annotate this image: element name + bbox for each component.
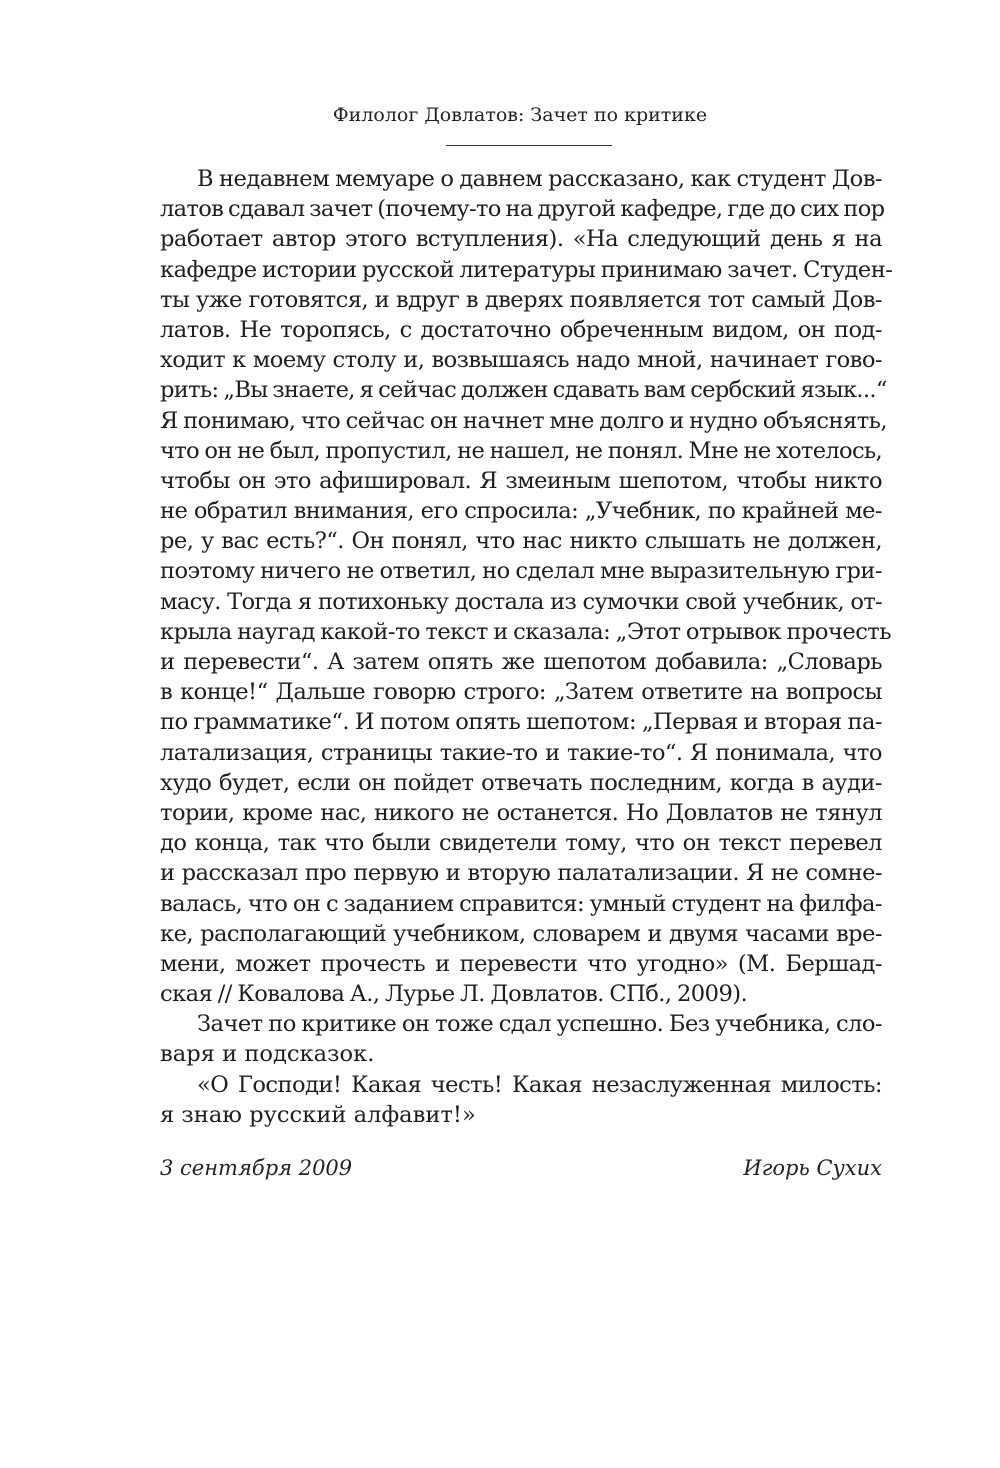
text-line-32: я знаю русский алфавит!» <box>160 1101 476 1128</box>
text-line-7: ходит к моему столу и, возвышаясь надо мной, начинает гово- <box>160 347 882 374</box>
text-line-18: в конце!“ Дальше говорю строго: „Затем ответите на вопросы <box>160 679 882 706</box>
text-line-1: В недавнем мемуаре о давнем рассказано, как студент Дов- <box>197 166 882 192</box>
text-line-10: что он не был, пропустил, не нашел, не понял. Мне не хотелось, <box>160 437 882 464</box>
text-line-5: ты уже готовятся, и вдруг в дверях появляется тот самый Дов- <box>160 286 882 313</box>
text-line-6: латов. Не торопясь, с достаточно обреченным видом, он под- <box>160 316 882 343</box>
text-line-19: по грамматике“. И потом опять шепотом: „Первая и вторая па- <box>160 709 882 736</box>
main-text <box>160 164 893 1130</box>
text-line-13: ре, у вас есть?“. Он понял, что нас никто слышать не должен, <box>160 528 882 555</box>
text-line-22: тории, кроме нас, никого не останется. Но Довлатов не тянул <box>160 799 882 826</box>
text-line-21: худо будет, если он пойдет отвечать последним, когда в ауди- <box>160 769 882 796</box>
signature-author: Игорь Сухих <box>743 1156 882 1180</box>
text-line-3: работает автор этого вступления). «На следующий день я на <box>160 226 882 253</box>
text-line-29: Зачет по критике он тоже сдал успешно. Без учебника, сло- <box>197 1011 882 1038</box>
text-line-14: поэтому ничего не ответил, но сделал мне выразительную гри- <box>160 558 882 585</box>
text-line-27: мени, может прочесть и перевести что угодно» (М. Бершад- <box>160 950 882 977</box>
text-line-2: латов сдавал зачет (почему-то на другой кафедре, где до сих пор <box>160 196 885 223</box>
text-line-12: не обратил внимания, его спросила: „Учебник, по крайней ме- <box>160 498 882 525</box>
text-line-28: ская // Ковалова А., Лурье Л. Довлатов. СПб., 2009). <box>160 981 748 1008</box>
signature-date: 3 сентября 2009 <box>160 1156 353 1180</box>
text-line-26: ке, располагающий учебником, словарем и двумя часами вре- <box>160 920 882 947</box>
text-line-25: валась, что он с заданием справится: умный студент на филфа- <box>160 890 882 917</box>
text-line-23: до конца, так что были свидетели тому, что он текст перевел <box>160 830 882 857</box>
running-head-rule <box>446 145 612 146</box>
text-line-24: и рассказал про первую и вторую палатализации. Я не сомне- <box>160 860 882 887</box>
running-head: Филолог Довлатов: Зачет по критике <box>332 104 708 126</box>
text-line-30: варя и подсказок. <box>160 1041 375 1068</box>
text-line-16: крыла наугад какой-то текст и сказала: „Этот отрывок прочесть <box>160 618 891 645</box>
text-line-31: «О Господи! Какая честь! Какая незаслуженная милость: <box>197 1071 882 1098</box>
text-line-4: кафедре истории русской литературы принимаю зачет. Студен- <box>160 256 893 283</box>
text-line-9: Я понимаю, что сейчас он начнет мне долго и нудно объяснять, <box>160 407 888 434</box>
text-line-11: чтобы он это афишировал. Я змеиным шепотом, чтобы никто <box>160 467 882 494</box>
signature-block <box>160 1153 882 1183</box>
text-line-8: рить: „Вы знаете, я сейчас должен сдавать вам сербский язык...“ <box>160 377 887 404</box>
text-line-15: масу. Тогда я потихоньку достала из сумочки свой учебник, от- <box>160 588 882 615</box>
text-line-17: и перевести“. А затем опять же шепотом добавила: „Словарь <box>160 649 882 675</box>
text-line-20: латализация, страницы такие-то и такие-то“. Я понимала, что <box>160 739 882 766</box>
